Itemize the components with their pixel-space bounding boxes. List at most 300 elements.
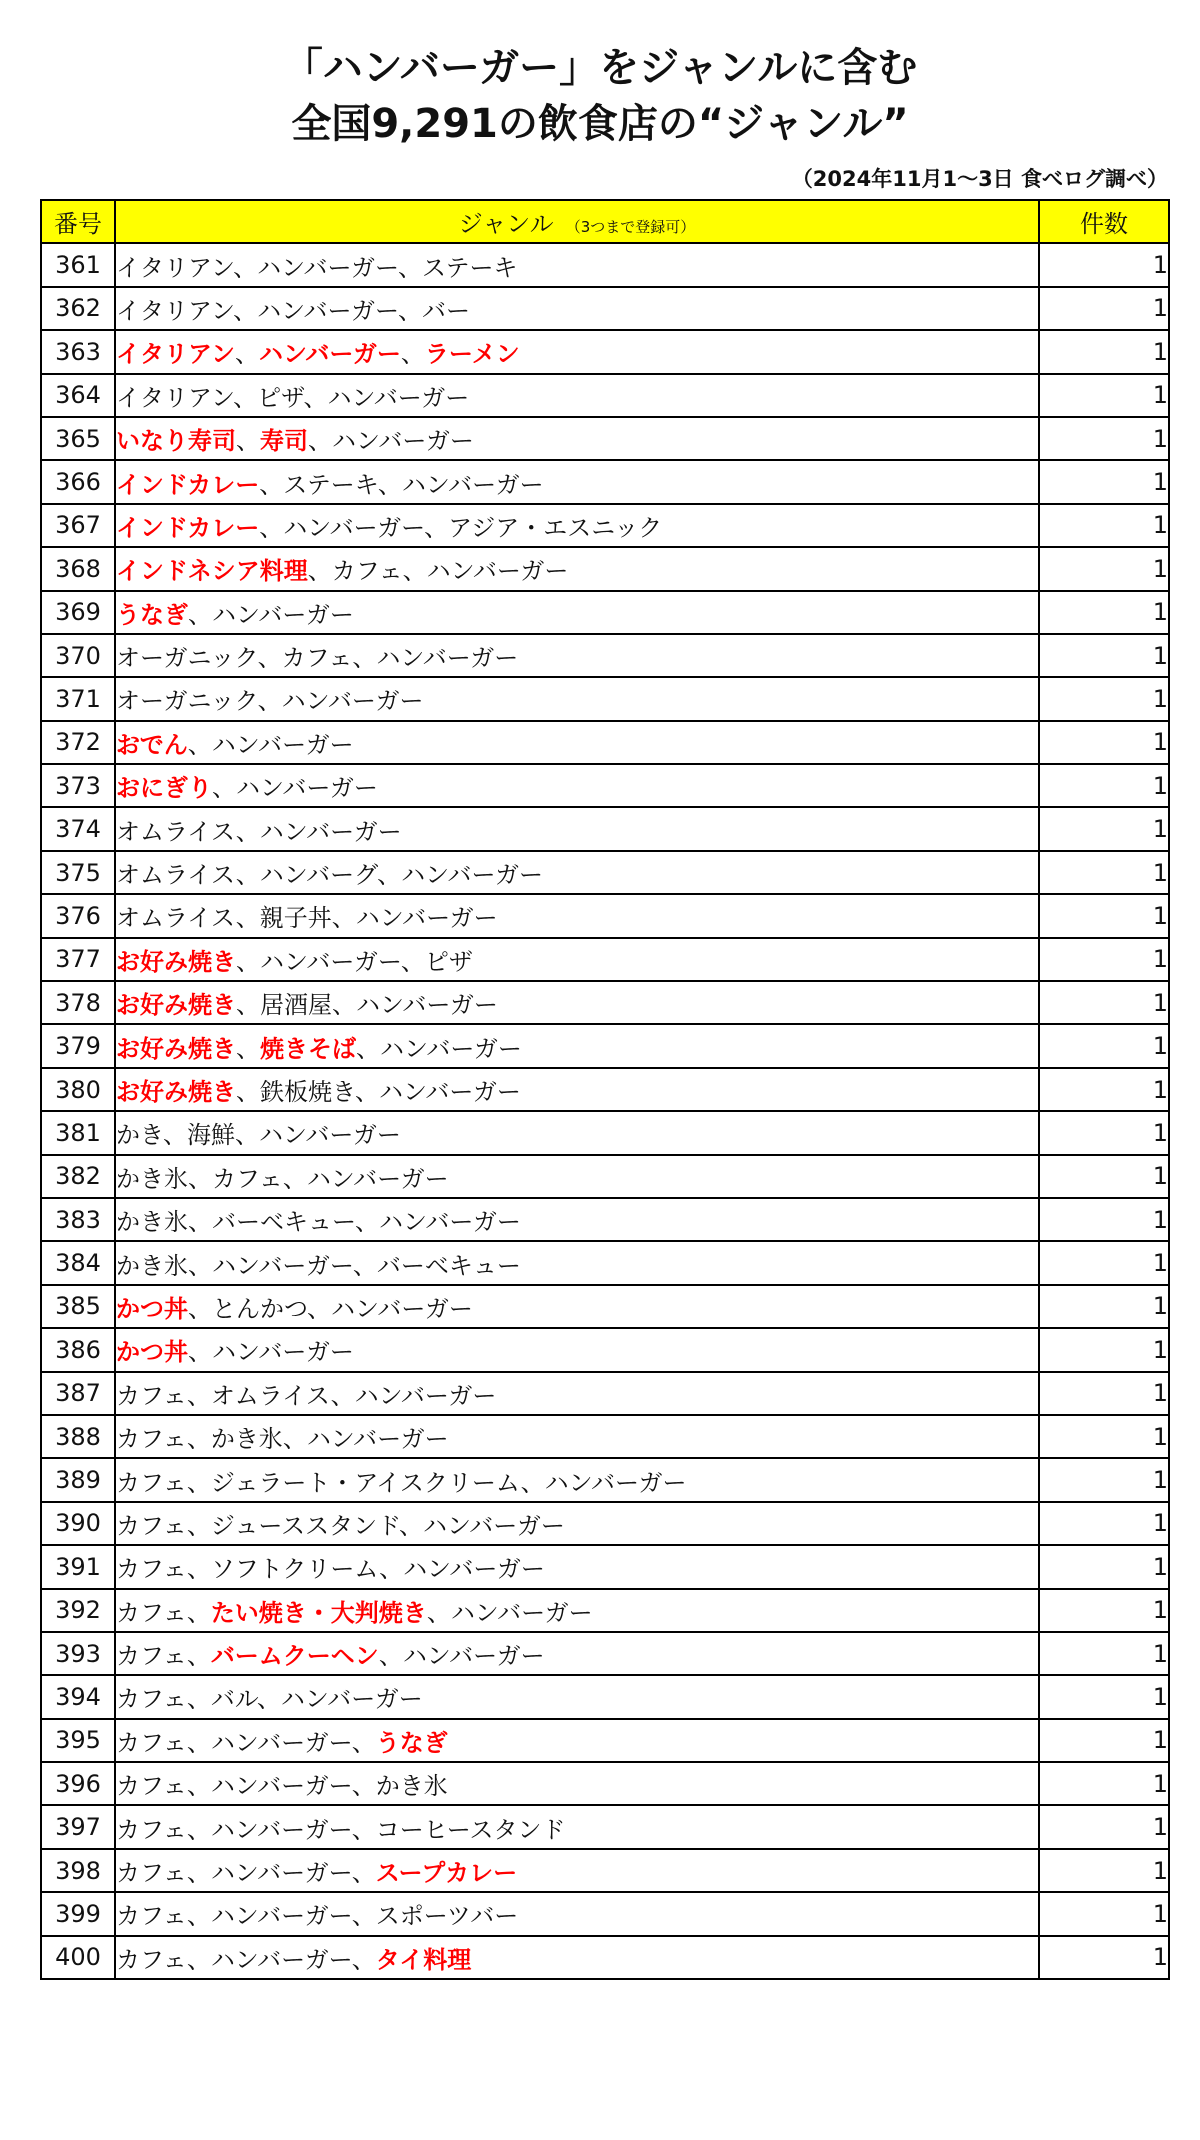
table-row — [41, 287, 1169, 330]
genre-separator: 、 — [351, 1772, 376, 1801]
table-row — [41, 1589, 1169, 1632]
row-genres — [115, 1372, 1039, 1415]
genre-item: 海鮮 — [187, 1121, 236, 1150]
table-header-row — [41, 200, 1169, 243]
table-row — [41, 1458, 1169, 1501]
genre-item-highlighted: お好み焼き — [116, 1078, 236, 1106]
table-row — [41, 1675, 1169, 1718]
genre-separator: 、 — [520, 1468, 545, 1497]
genre-separator: 、 — [351, 1815, 376, 1844]
row-genres — [115, 1719, 1039, 1762]
source-caption: （2024年11月1～3日 食べログ調べ） — [791, 167, 1168, 191]
genre-item: 居酒屋 — [260, 991, 332, 1020]
genre-item: ハンバーガー — [210, 1902, 352, 1931]
row-genres — [115, 547, 1039, 590]
genre-separator: 、 — [188, 600, 212, 629]
genre-separator: 、 — [351, 1728, 376, 1757]
genre-separator: 、 — [186, 1381, 211, 1410]
genre-separator: 、 — [400, 947, 425, 976]
row-count: 1 — [1039, 1111, 1169, 1154]
row-genres — [115, 851, 1039, 894]
genre-item-highlighted: ラーメン — [424, 340, 520, 369]
genre-item: オムライス — [116, 817, 236, 846]
genre-item: オーガニック — [116, 644, 258, 673]
genre-separator: 、 — [378, 1642, 403, 1671]
row-genres — [115, 1241, 1039, 1284]
genre-item: ハンバーガー — [355, 904, 498, 933]
genre-separator: 、 — [186, 1642, 211, 1671]
table-row — [41, 1719, 1169, 1762]
genre-separator: 、 — [188, 1208, 212, 1237]
row-genres — [115, 1589, 1039, 1632]
row-count: 1 — [1039, 938, 1169, 981]
table-row — [41, 243, 1169, 286]
genre-separator: 、 — [186, 1728, 211, 1757]
genre-item: スポーツバー — [375, 1902, 519, 1931]
table-row — [41, 1241, 1169, 1284]
row-genres — [115, 1545, 1039, 1588]
genre-item: カフェ — [116, 1468, 187, 1497]
row-genres — [115, 1458, 1039, 1501]
row-number: 361 — [41, 243, 115, 286]
genre-separator: 、 — [402, 557, 427, 586]
table-row — [41, 417, 1169, 460]
genre-item: ハンバーガー — [257, 296, 399, 325]
table-row — [41, 330, 1169, 373]
genre-separator: 、 — [186, 1945, 211, 1974]
genre-separator: 、 — [235, 1121, 260, 1150]
genre-separator: 、 — [186, 1555, 211, 1584]
table-row — [41, 1632, 1169, 1675]
table-row — [41, 764, 1169, 807]
genre-separator: 、 — [377, 861, 402, 890]
genre-separator: 、 — [233, 383, 258, 412]
table-row — [41, 1936, 1169, 1979]
genre-separator: 、 — [236, 991, 260, 1020]
row-count: 1 — [1039, 981, 1169, 1024]
genre-separator: 、 — [398, 296, 423, 325]
genre-item: イタリアン — [116, 383, 234, 412]
genre-item-highlighted: タイ料理 — [375, 1945, 472, 1974]
row-count: 1 — [1039, 330, 1169, 373]
genre-item: カフェ — [116, 1815, 187, 1844]
row-count: 1 — [1039, 851, 1169, 894]
row-genres — [115, 1111, 1039, 1154]
row-genres — [115, 504, 1039, 547]
genre-item: ジェラート・アイスクリーム — [210, 1468, 521, 1497]
row-genres — [115, 374, 1039, 417]
genre-item-highlighted: いなり寿司 — [116, 427, 236, 456]
genre-separator: 、 — [236, 1078, 260, 1106]
table-body — [41, 243, 1169, 1979]
genre-item-highlighted: 焼きそば — [260, 1034, 356, 1063]
genre-separator: 、 — [400, 340, 425, 369]
row-count: 1 — [1039, 1589, 1169, 1632]
genre-separator: 、 — [235, 817, 260, 846]
row-count: 1 — [1039, 1936, 1169, 1979]
table-header — [41, 200, 1169, 243]
genre-separator: 、 — [186, 1902, 211, 1931]
genre-item: カフェ — [116, 1685, 187, 1714]
genre-separator: 、 — [236, 947, 260, 976]
genre-item: カフェ — [116, 1555, 187, 1584]
genre-item-highlighted: 寿司 — [260, 427, 308, 456]
genre-item: バーベキュー — [376, 1251, 521, 1280]
genre-item-highlighted: かつ丼 — [116, 1294, 188, 1323]
genre-item: ハンバーガー — [281, 687, 424, 716]
table-row — [41, 851, 1169, 894]
header-genre — [115, 200, 1039, 243]
table-row — [41, 591, 1169, 634]
row-number: 398 — [41, 1849, 115, 1892]
header-number: 番号 — [41, 200, 115, 243]
genre-item: カフェ — [116, 1642, 187, 1671]
genre-item: ハンバーガー — [306, 1164, 449, 1193]
row-number: 364 — [41, 374, 115, 417]
table-row — [41, 1849, 1169, 1892]
genre-item: バル — [210, 1685, 257, 1714]
row-genres — [115, 591, 1039, 634]
genre-separator: 、 — [398, 253, 423, 282]
table-row — [41, 374, 1169, 417]
genre-item: カフェ — [212, 1164, 283, 1193]
row-count: 1 — [1039, 1198, 1169, 1241]
genre-item: カフェ — [116, 1598, 187, 1627]
genre-item: ハンバーガー — [210, 1815, 352, 1844]
table-row — [41, 1372, 1169, 1415]
row-count: 1 — [1039, 591, 1169, 634]
genre-item: ハンバーガー — [260, 947, 401, 976]
genre-item: アジア・エスニック — [448, 513, 663, 542]
row-count: 1 — [1039, 1415, 1169, 1458]
row-genres — [115, 938, 1039, 981]
row-number: 375 — [41, 851, 115, 894]
genre-item: ハンバーガー — [210, 1945, 352, 1974]
genre-separator: 、 — [186, 1772, 211, 1801]
genre-separator: 、 — [282, 1164, 307, 1193]
row-number: 394 — [41, 1675, 115, 1718]
genre-separator: 、 — [352, 644, 377, 673]
table-row — [41, 1155, 1169, 1198]
row-count: 1 — [1039, 243, 1169, 286]
genre-item: イタリアン — [116, 296, 234, 325]
genre-item: ソフトクリーム — [210, 1555, 380, 1584]
row-number: 373 — [41, 764, 115, 807]
row-count: 1 — [1039, 1068, 1169, 1111]
row-genres — [115, 1675, 1039, 1718]
genre-item-highlighted: お好み焼き — [116, 947, 236, 976]
table-row — [41, 894, 1169, 937]
row-number: 378 — [41, 981, 115, 1024]
row-number: 376 — [41, 894, 115, 937]
genre-item: カフェ — [116, 1859, 187, 1888]
genre-separator: 、 — [186, 1511, 211, 1540]
header-genre-label: ジャンル — [458, 210, 554, 239]
genre-item: ハンバーガー — [403, 1555, 545, 1584]
row-count: 1 — [1039, 504, 1169, 547]
genre-separator: 、 — [259, 513, 284, 542]
genre-item: 親子丼 — [259, 904, 332, 933]
row-count: 1 — [1039, 374, 1169, 417]
genre-item: ハンバーガー — [356, 991, 498, 1020]
row-count: 1 — [1039, 1502, 1169, 1545]
table-row — [41, 1285, 1169, 1328]
row-genres — [115, 1415, 1039, 1458]
genre-separator: 、 — [163, 1121, 188, 1150]
genre-separator: 、 — [256, 1685, 281, 1714]
genre-item: ハンバーグ — [259, 861, 378, 890]
genre-separator: 、 — [355, 1078, 380, 1106]
genre-item: ハンバーガー — [212, 600, 354, 629]
genre-item: ハンバーガー — [401, 861, 543, 890]
row-count: 1 — [1039, 460, 1169, 503]
genre-item: カフェ — [116, 1381, 187, 1410]
genre-separator: 、 — [236, 1034, 260, 1063]
row-count: 1 — [1039, 547, 1169, 590]
row-number: 387 — [41, 1372, 115, 1415]
row-genres — [115, 1632, 1039, 1675]
row-count: 1 — [1039, 1155, 1169, 1198]
genre-separator: 、 — [188, 1294, 212, 1323]
row-number: 371 — [41, 677, 115, 720]
genre-item-highlighted: お好み焼き — [116, 1034, 236, 1063]
row-genres — [115, 634, 1039, 677]
genre-item: ハンバーガー — [259, 1121, 401, 1150]
genre-item: カフェ — [116, 1772, 187, 1801]
row-number: 370 — [41, 634, 115, 677]
row-number: 374 — [41, 807, 115, 850]
genre-separator: 、 — [235, 340, 260, 369]
genre-item: 鉄板焼き — [260, 1078, 356, 1106]
genre-item-highlighted: うなぎ — [116, 600, 188, 629]
genre-item: カフェ — [116, 1902, 187, 1931]
row-count: 1 — [1039, 894, 1169, 937]
row-genres — [115, 1502, 1039, 1545]
table-row — [41, 981, 1169, 1024]
row-count: 1 — [1039, 287, 1169, 330]
row-count: 1 — [1039, 1719, 1169, 1762]
row-number: 397 — [41, 1805, 115, 1848]
table-row — [41, 1111, 1169, 1154]
genre-item: カフェ — [281, 644, 353, 673]
row-genres — [115, 764, 1039, 807]
title-line-2: 全国9,291の飲食店の“ジャンル” — [291, 101, 909, 147]
genre-item-highlighted: インドカレー — [116, 513, 260, 542]
row-genres — [115, 1936, 1039, 1979]
genre-separator: 、 — [257, 644, 282, 673]
row-count: 1 — [1039, 1892, 1169, 1935]
row-count: 1 — [1039, 764, 1169, 807]
row-genres — [115, 243, 1039, 286]
table-row — [41, 460, 1169, 503]
row-number: 384 — [41, 1241, 115, 1284]
genre-item: ハンバーガー — [354, 1381, 497, 1410]
row-number: 389 — [41, 1458, 115, 1501]
row-genres — [115, 981, 1039, 1024]
genre-separator: 、 — [282, 1425, 307, 1454]
genre-separator: 、 — [356, 1034, 380, 1063]
genre-separator: 、 — [307, 1294, 332, 1323]
row-count: 1 — [1039, 721, 1169, 764]
genre-item: カフェ — [116, 1425, 187, 1454]
table-row — [41, 807, 1169, 850]
genre-item: イタリアン — [116, 253, 234, 282]
genre-separator: 、 — [187, 730, 212, 759]
row-number: 369 — [41, 591, 115, 634]
row-number: 386 — [41, 1328, 115, 1371]
genre-separator: 、 — [352, 1251, 377, 1280]
row-number: 399 — [41, 1892, 115, 1935]
genre-table — [40, 199, 1170, 1980]
genre-item: ステーキ — [283, 470, 378, 499]
row-genres — [115, 330, 1039, 373]
genre-item: かき氷 — [375, 1772, 448, 1801]
genre-separator: 、 — [186, 1815, 211, 1844]
genre-item: ハンバーガー — [544, 1468, 687, 1497]
genre-separator: 、 — [379, 1555, 404, 1584]
row-count: 1 — [1039, 1328, 1169, 1371]
genre-item: かき氷 — [210, 1425, 283, 1454]
genre-item: ハンバーガー — [376, 644, 519, 673]
genre-separator: 、 — [186, 1468, 211, 1497]
row-count: 1 — [1039, 807, 1169, 850]
genre-item-highlighted: ハンバーガー — [259, 340, 401, 369]
genre-separator: 、 — [233, 253, 258, 282]
row-number: 380 — [41, 1068, 115, 1111]
genre-separator: 、 — [212, 774, 236, 803]
table-row — [41, 1068, 1169, 1111]
genre-separator: 、 — [308, 427, 332, 456]
genre-item: ハンバーガー — [401, 470, 544, 499]
table-row — [41, 1805, 1169, 1848]
row-count: 1 — [1039, 417, 1169, 460]
row-number: 365 — [41, 417, 115, 460]
table-row — [41, 938, 1169, 981]
genre-item: コーヒースタンド — [375, 1815, 566, 1844]
row-genres — [115, 1328, 1039, 1371]
row-number: 363 — [41, 330, 115, 373]
table-row — [41, 634, 1169, 677]
genre-separator: 、 — [257, 687, 282, 716]
row-genres — [115, 894, 1039, 937]
genre-item: とんかつ — [212, 1294, 308, 1323]
row-number: 372 — [41, 721, 115, 764]
row-number: 390 — [41, 1502, 115, 1545]
genre-item: かき氷 — [116, 1164, 188, 1193]
genre-item-highlighted: おにぎり — [116, 774, 212, 803]
row-number: 385 — [41, 1285, 115, 1328]
title-line-1: 「ハンバーガー」をジャンルに含む — [282, 45, 918, 91]
table-row — [41, 1198, 1169, 1241]
table-row — [41, 1545, 1169, 1588]
genre-item-highlighted: たい焼き・大判焼き — [210, 1598, 427, 1627]
row-number: 366 — [41, 460, 115, 503]
table-row — [41, 504, 1169, 547]
row-number: 383 — [41, 1198, 115, 1241]
genre-separator: 、 — [236, 427, 260, 456]
row-number: 368 — [41, 547, 115, 590]
genre-item: ハンバーガー — [212, 1338, 354, 1367]
row-number: 388 — [41, 1415, 115, 1458]
row-count: 1 — [1039, 1675, 1169, 1718]
genre-separator: 、 — [188, 1251, 212, 1280]
genre-item: ハンバーガー — [379, 1078, 521, 1106]
genre-item: かき氷 — [116, 1208, 188, 1237]
row-genres — [115, 1892, 1039, 1935]
genre-separator: 、 — [424, 513, 449, 542]
genre-item: ハンバーガー — [422, 1511, 565, 1540]
genre-item: オムライス — [210, 1381, 331, 1410]
genre-separator: 、 — [233, 296, 258, 325]
row-genres — [115, 1198, 1039, 1241]
table-row — [41, 1762, 1169, 1805]
genre-separator: 、 — [307, 557, 332, 586]
genre-separator: 、 — [186, 1598, 211, 1627]
genre-item-highlighted: イタリアン — [116, 340, 236, 369]
genre-separator: 、 — [235, 861, 260, 890]
genre-separator: 、 — [188, 1164, 212, 1193]
row-count: 1 — [1039, 1285, 1169, 1328]
genre-item: オムライス — [116, 904, 236, 933]
genre-separator: 、 — [398, 1511, 423, 1540]
row-genres — [115, 1805, 1039, 1848]
row-count: 1 — [1039, 1372, 1169, 1415]
row-number: 400 — [41, 1936, 115, 1979]
row-genres — [115, 721, 1039, 764]
table-row — [41, 1892, 1169, 1935]
row-number: 393 — [41, 1632, 115, 1675]
genre-item-highlighted: かつ丼 — [116, 1338, 188, 1367]
row-number: 382 — [41, 1155, 115, 1198]
table-row — [41, 677, 1169, 720]
table-row — [41, 1502, 1169, 1545]
genre-item: ハンバーガー — [236, 774, 378, 803]
row-genres — [115, 1285, 1039, 1328]
table-row — [41, 1328, 1169, 1371]
row-count: 1 — [1039, 1024, 1169, 1067]
genre-item: ハンバーガー — [306, 1425, 449, 1454]
genre-item: ハンバーガー — [210, 1728, 352, 1757]
genre-item: ジューススタンド — [210, 1511, 399, 1540]
row-number: 362 — [41, 287, 115, 330]
row-genres — [115, 1068, 1039, 1111]
row-number: 396 — [41, 1762, 115, 1805]
genre-item: ハンバーガー — [211, 730, 354, 759]
row-number: 367 — [41, 504, 115, 547]
genre-item: オムライス — [116, 861, 236, 890]
row-number: 377 — [41, 938, 115, 981]
genre-item: かき — [116, 1121, 164, 1150]
genre-separator: 、 — [259, 470, 284, 499]
row-count: 1 — [1039, 677, 1169, 720]
genre-item: カフェ — [116, 1945, 187, 1974]
genre-item-highlighted: うなぎ — [375, 1728, 448, 1757]
genre-separator: 、 — [303, 383, 328, 412]
row-genres — [115, 1849, 1039, 1892]
row-genres — [115, 287, 1039, 330]
genre-item-highlighted: スープカレー — [375, 1859, 518, 1888]
genre-item: ステーキ — [422, 253, 518, 282]
genre-item: ハンバーガー — [402, 1642, 545, 1671]
row-count: 1 — [1039, 1849, 1169, 1892]
header-count: 件数 — [1039, 200, 1169, 243]
page-title — [0, 40, 1200, 152]
genre-item: ピザ — [257, 383, 304, 412]
genre-separator: 、 — [186, 1859, 211, 1888]
genre-separator: 、 — [188, 1338, 212, 1367]
genre-item: ピザ — [424, 947, 473, 976]
table-row — [41, 721, 1169, 764]
